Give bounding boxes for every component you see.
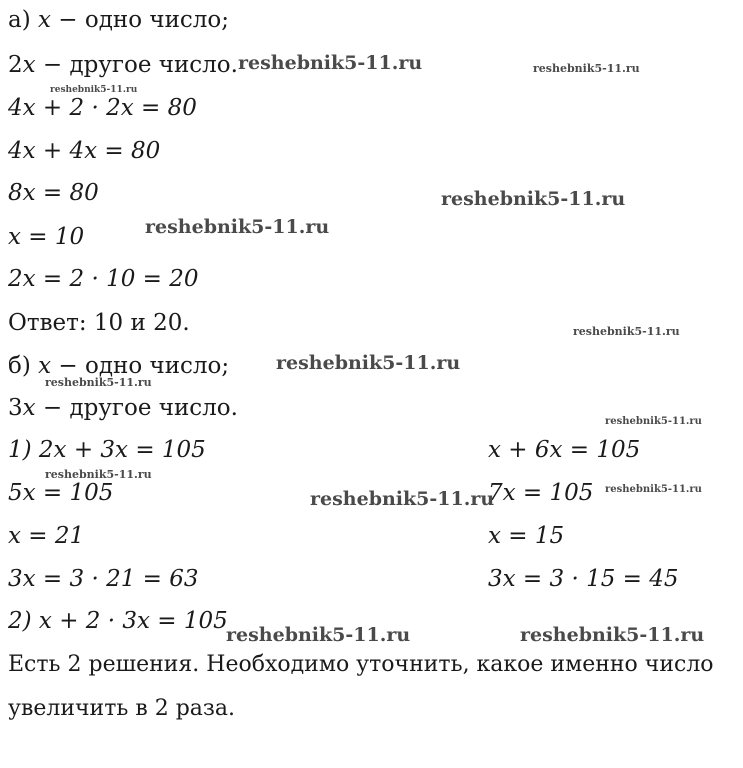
equation-2: 4x + 4x = 80: [8, 138, 161, 164]
equation-4: x = 10: [8, 224, 85, 250]
other-2x-coef: 2: [8, 52, 23, 78]
other-3x-variable: x: [22, 395, 36, 421]
conclusion-line-2: увеличить в 2 раза.: [8, 696, 236, 721]
line-other-2x: [8, 50, 238, 80]
left-equation-5: 2) x + 2 · 3x = 105: [8, 608, 228, 634]
equation-3: 8x = 80: [8, 180, 99, 206]
left-equation-4: 3x = 3 · 21 = 63: [8, 566, 199, 592]
b-variable: x: [38, 353, 52, 379]
answer-a: Ответ: 10 и 20.: [8, 310, 190, 336]
equation-5: 2x = 2 · 10 = 20: [8, 266, 199, 292]
watermark: reshebnik5-11.ru: [226, 624, 411, 646]
left-equation-3: x = 21: [8, 523, 85, 549]
watermark: reshebnik5-11.ru: [573, 325, 680, 338]
a-variable: x: [38, 7, 51, 33]
watermark: reshebnik5-11.ru: [45, 468, 152, 481]
watermark: reshebnik5-11.ru: [276, 352, 461, 374]
conclusion-line-1: Есть 2 решения. Необходимо уточнить, какое именно число: [8, 652, 714, 677]
watermark: reshebnik5-11.ru: [605, 484, 702, 495]
line-other-3x: [8, 393, 238, 423]
b-text: − одно число;: [51, 353, 230, 379]
watermark: reshebnik5-11.ru: [50, 85, 138, 95]
other-3x-coef: 3: [8, 395, 23, 421]
watermark: reshebnik5-11.ru: [441, 188, 626, 210]
a-text: − одно число;: [50, 7, 229, 33]
right-equation-4: 3x = 3 · 15 = 45: [488, 566, 679, 592]
line-a: [8, 5, 229, 35]
watermark: reshebnik5-11.ru: [533, 62, 640, 75]
right-equation-2: 7x = 105: [488, 480, 594, 506]
right-equation-1: x + 6x = 105: [488, 437, 641, 463]
watermark: reshebnik5-11.ru: [520, 624, 705, 646]
watermark: reshebnik5-11.ru: [310, 488, 495, 510]
equation-1: 4x + 2 · 2x = 80: [8, 95, 197, 121]
right-equation-3: x = 15: [488, 523, 565, 549]
left-equation-2: 5x = 105: [8, 480, 114, 506]
watermark: reshebnik5-11.ru: [145, 216, 330, 238]
b-label: б): [8, 353, 39, 379]
watermark: reshebnik5-11.ru: [45, 376, 152, 389]
watermark: reshebnik5-11.ru: [238, 52, 423, 74]
other-2x-text: − другое число.: [35, 52, 238, 78]
left-equation-1: 1) 2x + 3x = 105: [8, 437, 206, 463]
watermark: reshebnik5-11.ru: [605, 416, 702, 427]
other-3x-text: − другое число.: [35, 395, 238, 421]
other-2x-variable: x: [22, 52, 36, 78]
a-label: а): [8, 7, 38, 33]
